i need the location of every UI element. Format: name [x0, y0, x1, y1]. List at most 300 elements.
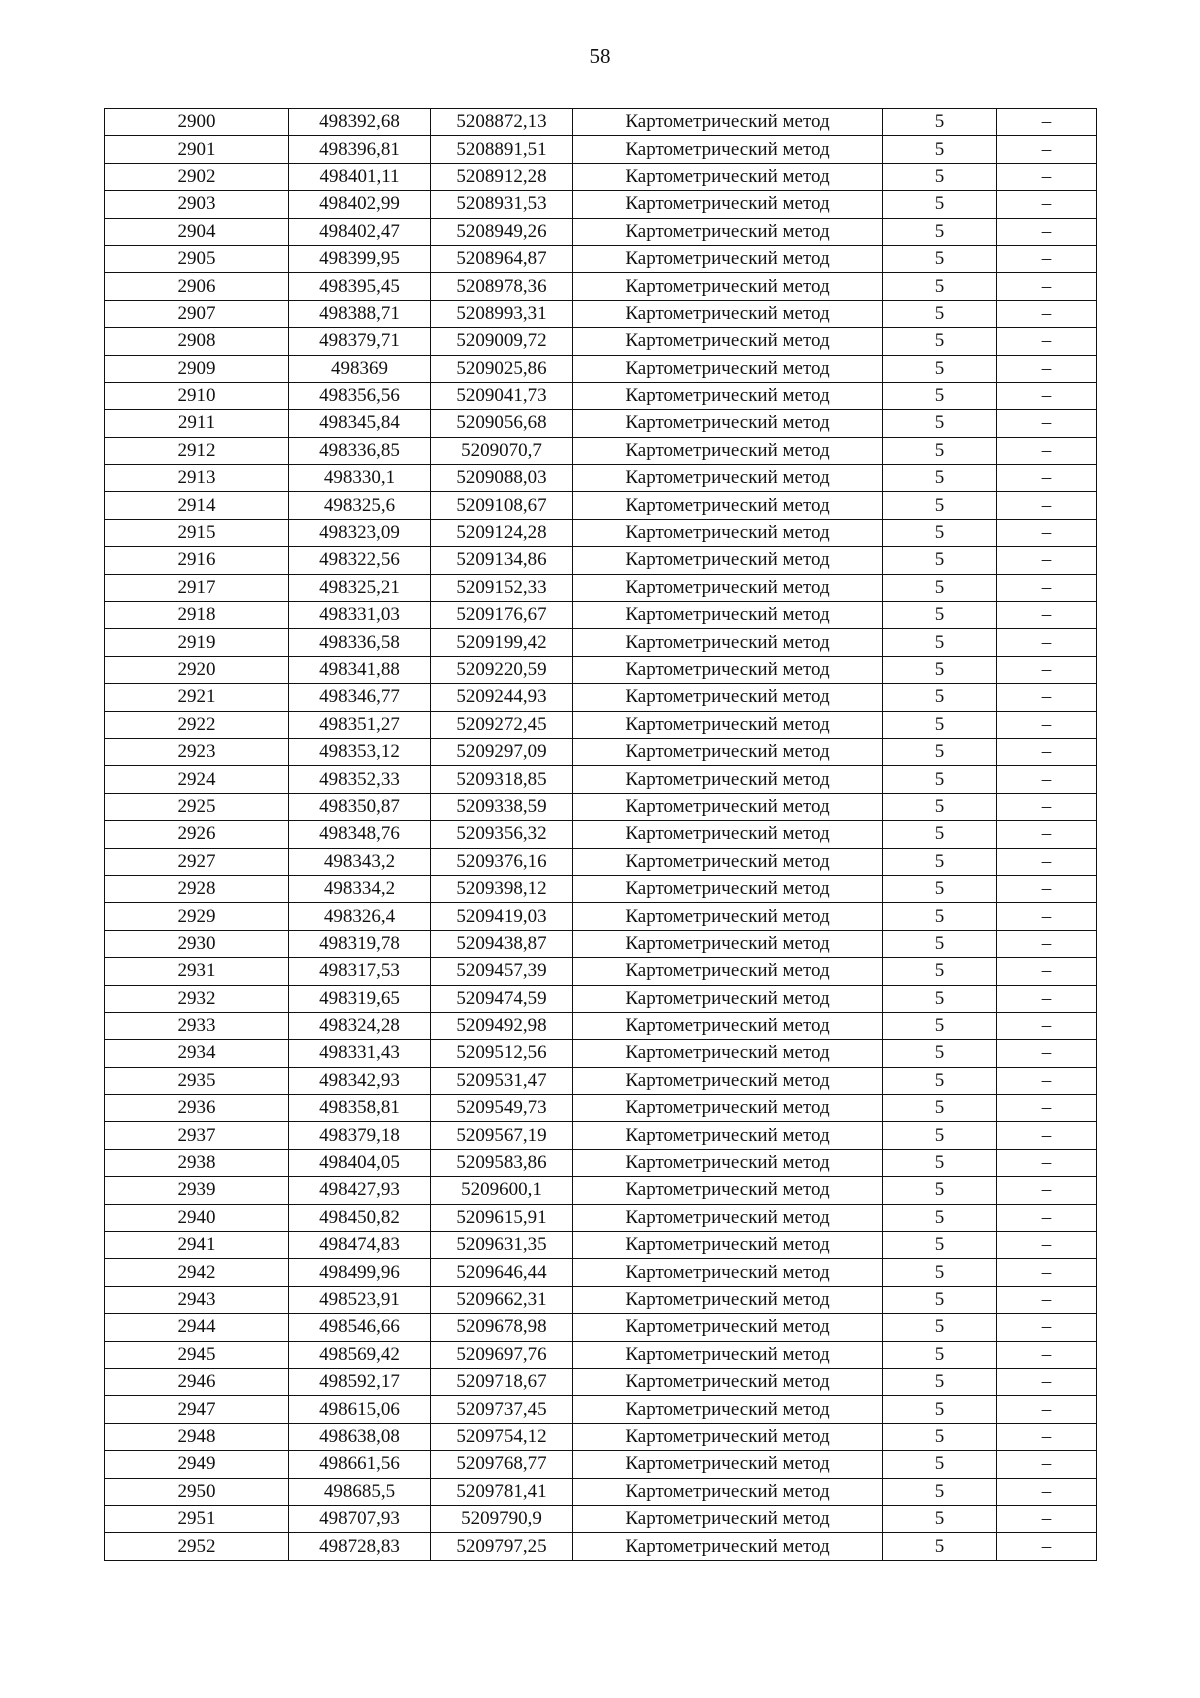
x-coordinate-cell: 498331,03	[289, 602, 431, 629]
table-row	[105, 492, 1097, 519]
point-number-cell: 2901	[105, 136, 289, 163]
accuracy-cell: 5	[883, 191, 997, 218]
method-cell: Картометрический метод	[573, 519, 883, 546]
y-coordinate-cell: 5209009,72	[431, 328, 573, 355]
point-number-cell: 2931	[105, 958, 289, 985]
table-row	[105, 245, 1097, 272]
table-row	[105, 848, 1097, 875]
x-coordinate-cell: 498353,12	[289, 738, 431, 765]
accuracy-cell: 5	[883, 163, 997, 190]
accuracy-cell: 5	[883, 109, 997, 136]
dash-cell: –	[997, 136, 1097, 163]
accuracy-cell: 5	[883, 300, 997, 327]
x-coordinate-cell: 498323,09	[289, 519, 431, 546]
table-row	[105, 1314, 1097, 1341]
accuracy-cell: 5	[883, 985, 997, 1012]
accuracy-cell: 5	[883, 1259, 997, 1286]
method-cell: Картометрический метод	[573, 245, 883, 272]
dash-cell: –	[997, 1423, 1097, 1450]
point-number-cell: 2939	[105, 1177, 289, 1204]
y-coordinate-cell: 5209457,39	[431, 958, 573, 985]
point-number-cell: 2952	[105, 1533, 289, 1560]
x-coordinate-cell: 498348,76	[289, 821, 431, 848]
point-number-cell: 2913	[105, 465, 289, 492]
dash-cell: –	[997, 1149, 1097, 1176]
point-number-cell: 2919	[105, 629, 289, 656]
point-number-cell: 2930	[105, 930, 289, 957]
method-cell: Картометрический метод	[573, 492, 883, 519]
dash-cell: –	[997, 465, 1097, 492]
table-row	[105, 602, 1097, 629]
y-coordinate-cell: 5209088,03	[431, 465, 573, 492]
accuracy-cell: 5	[883, 1396, 997, 1423]
x-coordinate-cell: 498351,27	[289, 711, 431, 738]
x-coordinate-cell: 498326,4	[289, 903, 431, 930]
dash-cell: –	[997, 109, 1097, 136]
dash-cell: –	[997, 1067, 1097, 1094]
dash-cell: –	[997, 1177, 1097, 1204]
table-row	[105, 875, 1097, 902]
accuracy-cell: 5	[883, 519, 997, 546]
table-row	[105, 711, 1097, 738]
accuracy-cell: 5	[883, 465, 997, 492]
table-row	[105, 382, 1097, 409]
point-number-cell: 2929	[105, 903, 289, 930]
point-number-cell: 2935	[105, 1067, 289, 1094]
dash-cell: –	[997, 1505, 1097, 1532]
accuracy-cell: 5	[883, 629, 997, 656]
x-coordinate-cell: 498399,95	[289, 245, 431, 272]
y-coordinate-cell: 5209199,42	[431, 629, 573, 656]
point-number-cell: 2909	[105, 355, 289, 382]
point-number-cell: 2907	[105, 300, 289, 327]
table-row	[105, 1451, 1097, 1478]
x-coordinate-cell: 498331,43	[289, 1040, 431, 1067]
y-coordinate-cell: 5209646,44	[431, 1259, 573, 1286]
x-coordinate-cell: 498379,71	[289, 328, 431, 355]
table-row	[105, 930, 1097, 957]
accuracy-cell: 5	[883, 1177, 997, 1204]
y-coordinate-cell: 5209070,7	[431, 437, 573, 464]
table-row	[105, 738, 1097, 765]
point-number-cell: 2922	[105, 711, 289, 738]
point-number-cell: 2950	[105, 1478, 289, 1505]
dash-cell: –	[997, 903, 1097, 930]
y-coordinate-cell: 5209531,47	[431, 1067, 573, 1094]
x-coordinate-cell: 498450,82	[289, 1204, 431, 1231]
method-cell: Картометрический метод	[573, 930, 883, 957]
coordinates-table-body	[105, 109, 1097, 1561]
y-coordinate-cell: 5208964,87	[431, 245, 573, 272]
method-cell: Картометрический метод	[573, 574, 883, 601]
dash-cell: –	[997, 191, 1097, 218]
method-cell: Картометрический метод	[573, 163, 883, 190]
x-coordinate-cell: 498345,84	[289, 410, 431, 437]
y-coordinate-cell: 5208993,31	[431, 300, 573, 327]
method-cell: Картометрический метод	[573, 1505, 883, 1532]
method-cell: Картометрический метод	[573, 1122, 883, 1149]
accuracy-cell: 5	[883, 492, 997, 519]
method-cell: Картометрический метод	[573, 684, 883, 711]
x-coordinate-cell: 498325,6	[289, 492, 431, 519]
dash-cell: –	[997, 875, 1097, 902]
x-coordinate-cell: 498474,83	[289, 1232, 431, 1259]
x-coordinate-cell: 498401,11	[289, 163, 431, 190]
x-coordinate-cell: 498356,56	[289, 382, 431, 409]
y-coordinate-cell: 5209272,45	[431, 711, 573, 738]
accuracy-cell: 5	[883, 738, 997, 765]
y-coordinate-cell: 5209152,33	[431, 574, 573, 601]
accuracy-cell: 5	[883, 273, 997, 300]
x-coordinate-cell: 498341,88	[289, 656, 431, 683]
accuracy-cell: 5	[883, 1095, 997, 1122]
y-coordinate-cell: 5209512,56	[431, 1040, 573, 1067]
method-cell: Картометрический метод	[573, 547, 883, 574]
method-cell: Картометрический метод	[573, 821, 883, 848]
accuracy-cell: 5	[883, 1122, 997, 1149]
dash-cell: –	[997, 574, 1097, 601]
dash-cell: –	[997, 1286, 1097, 1313]
y-coordinate-cell: 5209376,16	[431, 848, 573, 875]
y-coordinate-cell: 5209108,67	[431, 492, 573, 519]
point-number-cell: 2938	[105, 1149, 289, 1176]
method-cell: Картометрический метод	[573, 711, 883, 738]
dash-cell: –	[997, 218, 1097, 245]
accuracy-cell: 5	[883, 903, 997, 930]
x-coordinate-cell: 498319,78	[289, 930, 431, 957]
accuracy-cell: 5	[883, 875, 997, 902]
method-cell: Картометрический метод	[573, 437, 883, 464]
dash-cell: –	[997, 1341, 1097, 1368]
method-cell: Картометрический метод	[573, 602, 883, 629]
y-coordinate-cell: 5209220,59	[431, 656, 573, 683]
dash-cell: –	[997, 1451, 1097, 1478]
accuracy-cell: 5	[883, 1067, 997, 1094]
dash-cell: –	[997, 1122, 1097, 1149]
dash-cell: –	[997, 437, 1097, 464]
point-number-cell: 2951	[105, 1505, 289, 1532]
x-coordinate-cell: 498392,68	[289, 109, 431, 136]
point-number-cell: 2945	[105, 1341, 289, 1368]
x-coordinate-cell: 498317,53	[289, 958, 431, 985]
point-number-cell: 2924	[105, 766, 289, 793]
y-coordinate-cell: 5209474,59	[431, 985, 573, 1012]
dash-cell: –	[997, 958, 1097, 985]
accuracy-cell: 5	[883, 218, 997, 245]
dash-cell: –	[997, 355, 1097, 382]
accuracy-cell: 5	[883, 1204, 997, 1231]
table-row	[105, 1259, 1097, 1286]
table-row	[105, 985, 1097, 1012]
method-cell: Картометрический метод	[573, 875, 883, 902]
point-number-cell: 2934	[105, 1040, 289, 1067]
point-number-cell: 2910	[105, 382, 289, 409]
dash-cell: –	[997, 547, 1097, 574]
x-coordinate-cell: 498388,71	[289, 300, 431, 327]
y-coordinate-cell: 5208949,26	[431, 218, 573, 245]
method-cell: Картометрический метод	[573, 410, 883, 437]
x-coordinate-cell: 498346,77	[289, 684, 431, 711]
accuracy-cell: 5	[883, 136, 997, 163]
accuracy-cell: 5	[883, 245, 997, 272]
table-row	[105, 1396, 1097, 1423]
method-cell: Картометрический метод	[573, 958, 883, 985]
dash-cell: –	[997, 766, 1097, 793]
dash-cell: –	[997, 410, 1097, 437]
method-cell: Картометрический метод	[573, 328, 883, 355]
table-row	[105, 519, 1097, 546]
accuracy-cell: 5	[883, 602, 997, 629]
method-cell: Картометрический метод	[573, 1095, 883, 1122]
accuracy-cell: 5	[883, 1286, 997, 1313]
y-coordinate-cell: 5209768,77	[431, 1451, 573, 1478]
table-row	[105, 136, 1097, 163]
method-cell: Картометрический метод	[573, 1341, 883, 1368]
method-cell: Картометрический метод	[573, 656, 883, 683]
method-cell: Картометрический метод	[573, 738, 883, 765]
y-coordinate-cell: 5209025,86	[431, 355, 573, 382]
method-cell: Картометрический метод	[573, 191, 883, 218]
y-coordinate-cell: 5209615,91	[431, 1204, 573, 1231]
y-coordinate-cell: 5209662,31	[431, 1286, 573, 1313]
accuracy-cell: 5	[883, 766, 997, 793]
point-number-cell: 2914	[105, 492, 289, 519]
y-coordinate-cell: 5209041,73	[431, 382, 573, 409]
accuracy-cell: 5	[883, 1451, 997, 1478]
point-number-cell: 2923	[105, 738, 289, 765]
method-cell: Картометрический метод	[573, 1478, 883, 1505]
dash-cell: –	[997, 1368, 1097, 1395]
dash-cell: –	[997, 1259, 1097, 1286]
x-coordinate-cell: 498569,42	[289, 1341, 431, 1368]
method-cell: Картометрический метод	[573, 766, 883, 793]
table-row	[105, 1067, 1097, 1094]
dash-cell: –	[997, 738, 1097, 765]
method-cell: Картометрический метод	[573, 1204, 883, 1231]
table-row	[105, 903, 1097, 930]
point-number-cell: 2928	[105, 875, 289, 902]
dash-cell: –	[997, 273, 1097, 300]
y-coordinate-cell: 5208872,13	[431, 109, 573, 136]
x-coordinate-cell: 498350,87	[289, 793, 431, 820]
accuracy-cell: 5	[883, 328, 997, 355]
method-cell: Картометрический метод	[573, 1232, 883, 1259]
method-cell: Картометрический метод	[573, 1533, 883, 1560]
point-number-cell: 2942	[105, 1259, 289, 1286]
accuracy-cell: 5	[883, 1232, 997, 1259]
x-coordinate-cell: 498325,21	[289, 574, 431, 601]
point-number-cell: 2916	[105, 547, 289, 574]
dash-cell: –	[997, 1314, 1097, 1341]
point-number-cell: 2925	[105, 793, 289, 820]
x-coordinate-cell: 498324,28	[289, 1012, 431, 1039]
dash-cell: –	[997, 1396, 1097, 1423]
x-coordinate-cell: 498319,65	[289, 985, 431, 1012]
x-coordinate-cell: 498322,56	[289, 547, 431, 574]
dash-cell: –	[997, 684, 1097, 711]
dash-cell: –	[997, 848, 1097, 875]
method-cell: Картометрический метод	[573, 1040, 883, 1067]
method-cell: Картометрический метод	[573, 1067, 883, 1094]
method-cell: Картометрический метод	[573, 1396, 883, 1423]
point-number-cell: 2936	[105, 1095, 289, 1122]
y-coordinate-cell: 5209567,19	[431, 1122, 573, 1149]
y-coordinate-cell: 5209244,93	[431, 684, 573, 711]
table-row	[105, 1341, 1097, 1368]
x-coordinate-cell: 498661,56	[289, 1451, 431, 1478]
accuracy-cell: 5	[883, 1423, 997, 1450]
y-coordinate-cell: 5209338,59	[431, 793, 573, 820]
y-coordinate-cell: 5209134,86	[431, 547, 573, 574]
y-coordinate-cell: 5209356,32	[431, 821, 573, 848]
x-coordinate-cell: 498546,66	[289, 1314, 431, 1341]
accuracy-cell: 5	[883, 1368, 997, 1395]
method-cell: Картометрический метод	[573, 1149, 883, 1176]
point-number-cell: 2940	[105, 1204, 289, 1231]
point-number-cell: 2918	[105, 602, 289, 629]
y-coordinate-cell: 5209790,9	[431, 1505, 573, 1532]
point-number-cell: 2900	[105, 109, 289, 136]
dash-cell: –	[997, 1232, 1097, 1259]
accuracy-cell: 5	[883, 1533, 997, 1560]
y-coordinate-cell: 5209398,12	[431, 875, 573, 902]
x-coordinate-cell: 498402,47	[289, 218, 431, 245]
method-cell: Картометрический метод	[573, 1451, 883, 1478]
point-number-cell: 2933	[105, 1012, 289, 1039]
table-row	[105, 1149, 1097, 1176]
dash-cell: –	[997, 1533, 1097, 1560]
point-number-cell: 2926	[105, 821, 289, 848]
x-coordinate-cell: 498352,33	[289, 766, 431, 793]
table-row	[105, 328, 1097, 355]
dash-cell: –	[997, 930, 1097, 957]
y-coordinate-cell: 5208931,53	[431, 191, 573, 218]
y-coordinate-cell: 5208912,28	[431, 163, 573, 190]
method-cell: Картометрический метод	[573, 382, 883, 409]
method-cell: Картометрический метод	[573, 1423, 883, 1450]
table-row	[105, 1122, 1097, 1149]
accuracy-cell: 5	[883, 1012, 997, 1039]
y-coordinate-cell: 5208891,51	[431, 136, 573, 163]
x-coordinate-cell: 498369	[289, 355, 431, 382]
y-coordinate-cell: 5209678,98	[431, 1314, 573, 1341]
x-coordinate-cell: 498523,91	[289, 1286, 431, 1313]
accuracy-cell: 5	[883, 656, 997, 683]
point-number-cell: 2903	[105, 191, 289, 218]
table-row	[105, 684, 1097, 711]
method-cell: Картометрический метод	[573, 300, 883, 327]
accuracy-cell: 5	[883, 410, 997, 437]
point-number-cell: 2908	[105, 328, 289, 355]
method-cell: Картометрический метод	[573, 1368, 883, 1395]
method-cell: Картометрический метод	[573, 218, 883, 245]
table-row	[105, 1423, 1097, 1450]
table-row	[105, 163, 1097, 190]
y-coordinate-cell: 5209056,68	[431, 410, 573, 437]
accuracy-cell: 5	[883, 958, 997, 985]
accuracy-cell: 5	[883, 382, 997, 409]
accuracy-cell: 5	[883, 1149, 997, 1176]
table-row	[105, 1040, 1097, 1067]
accuracy-cell: 5	[883, 355, 997, 382]
point-number-cell: 2941	[105, 1232, 289, 1259]
y-coordinate-cell: 5209419,03	[431, 903, 573, 930]
x-coordinate-cell: 498499,96	[289, 1259, 431, 1286]
point-number-cell: 2947	[105, 1396, 289, 1423]
table-row	[105, 273, 1097, 300]
method-cell: Картометрический метод	[573, 1012, 883, 1039]
method-cell: Картометрический метод	[573, 793, 883, 820]
x-coordinate-cell: 498685,5	[289, 1478, 431, 1505]
dash-cell: –	[997, 656, 1097, 683]
dash-cell: –	[997, 711, 1097, 738]
dash-cell: –	[997, 519, 1097, 546]
point-number-cell: 2911	[105, 410, 289, 437]
y-coordinate-cell: 5209583,86	[431, 1149, 573, 1176]
point-number-cell: 2937	[105, 1122, 289, 1149]
y-coordinate-cell: 5209631,35	[431, 1232, 573, 1259]
point-number-cell: 2904	[105, 218, 289, 245]
point-number-cell: 2906	[105, 273, 289, 300]
x-coordinate-cell: 498707,93	[289, 1505, 431, 1532]
x-coordinate-cell: 498379,18	[289, 1122, 431, 1149]
accuracy-cell: 5	[883, 437, 997, 464]
x-coordinate-cell: 498342,93	[289, 1067, 431, 1094]
y-coordinate-cell: 5209318,85	[431, 766, 573, 793]
accuracy-cell: 5	[883, 930, 997, 957]
method-cell: Картометрический метод	[573, 136, 883, 163]
y-coordinate-cell: 5209600,1	[431, 1177, 573, 1204]
y-coordinate-cell: 5209718,67	[431, 1368, 573, 1395]
accuracy-cell: 5	[883, 1040, 997, 1067]
y-coordinate-cell: 5209438,87	[431, 930, 573, 957]
table-row	[105, 766, 1097, 793]
point-number-cell: 2915	[105, 519, 289, 546]
dash-cell: –	[997, 629, 1097, 656]
x-coordinate-cell: 498402,99	[289, 191, 431, 218]
table-row	[105, 1533, 1097, 1560]
y-coordinate-cell: 5209737,45	[431, 1396, 573, 1423]
table-row	[105, 958, 1097, 985]
table-row	[105, 547, 1097, 574]
table-row	[105, 1177, 1097, 1204]
x-coordinate-cell: 498638,08	[289, 1423, 431, 1450]
accuracy-cell: 5	[883, 1505, 997, 1532]
accuracy-cell: 5	[883, 848, 997, 875]
method-cell: Картометрический метод	[573, 1177, 883, 1204]
method-cell: Картометрический метод	[573, 1314, 883, 1341]
point-number-cell: 2905	[105, 245, 289, 272]
method-cell: Картометрический метод	[573, 273, 883, 300]
method-cell: Картометрический метод	[573, 355, 883, 382]
dash-cell: –	[997, 1204, 1097, 1231]
point-number-cell: 2944	[105, 1314, 289, 1341]
dash-cell: –	[997, 328, 1097, 355]
x-coordinate-cell: 498728,83	[289, 1533, 431, 1560]
x-coordinate-cell: 498334,2	[289, 875, 431, 902]
dash-cell: –	[997, 821, 1097, 848]
table-row	[105, 629, 1097, 656]
method-cell: Картометрический метод	[573, 848, 883, 875]
accuracy-cell: 5	[883, 547, 997, 574]
y-coordinate-cell: 5208978,36	[431, 273, 573, 300]
table-row	[105, 793, 1097, 820]
table-row	[105, 218, 1097, 245]
x-coordinate-cell: 498396,81	[289, 136, 431, 163]
point-number-cell: 2948	[105, 1423, 289, 1450]
y-coordinate-cell: 5209297,09	[431, 738, 573, 765]
table-row	[105, 465, 1097, 492]
